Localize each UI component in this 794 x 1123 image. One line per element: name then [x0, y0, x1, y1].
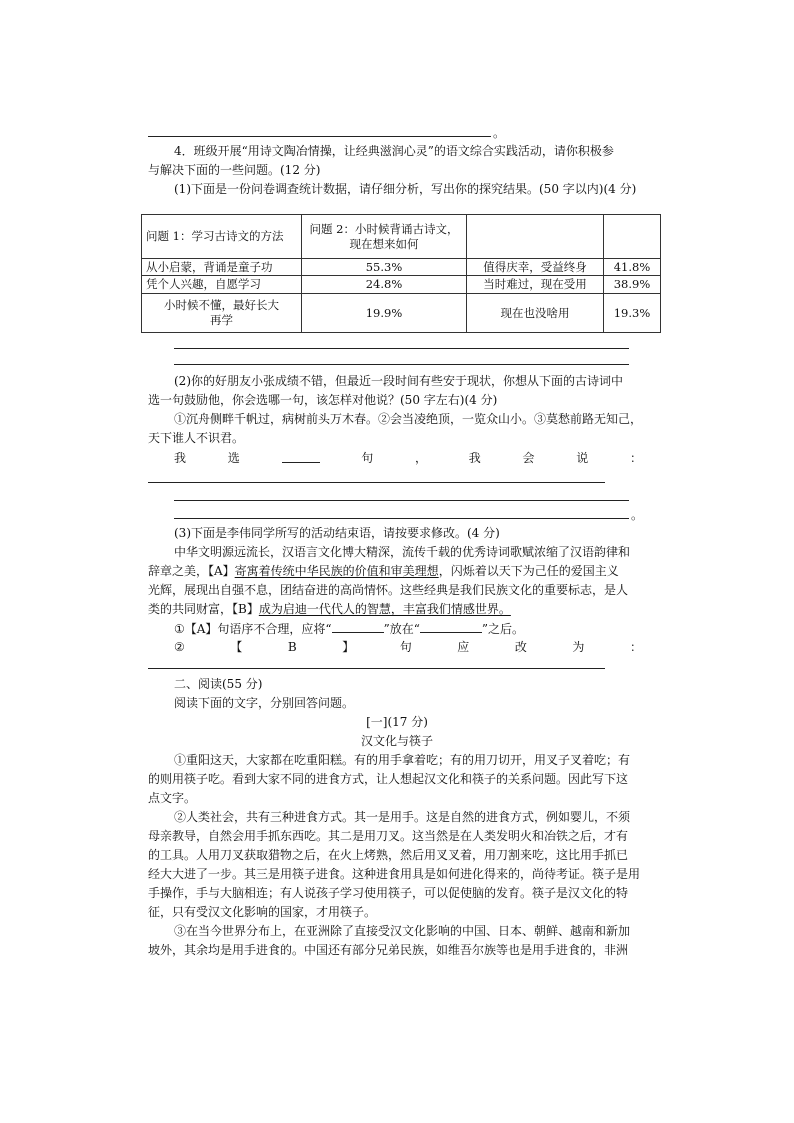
answer-line[interactable]: [174, 348, 629, 349]
percent-cell: 55.3%: [302, 259, 467, 276]
poem-options2: 天下谁人不识君。: [148, 431, 245, 445]
answer-line[interactable]: [174, 500, 629, 501]
method-line1: 小时候不懂，最好长大: [164, 298, 279, 312]
word: 应: [457, 640, 470, 654]
method-line2: 再学: [210, 313, 233, 327]
word: 句: [361, 451, 374, 465]
article-line: 母亲教导，自然会用手抓东西吃。其二是用刀叉。这当然是在人类发明火和冶铁之后，才有: [148, 829, 629, 843]
end-mark: 。: [493, 126, 506, 140]
closing-text-line4: [148, 601, 511, 617]
article-line: 坡外，其余均是用手进食的。中国还有部分兄弟民族，如维吾尔族等也是用手进食的，非洲: [148, 943, 629, 957]
article-line: 点文字。: [148, 791, 197, 805]
word: 选: [227, 451, 240, 465]
text-segment: 辞章之美，【A】: [148, 564, 235, 578]
table-header-row: [142, 215, 661, 259]
closing-text-line2: [148, 563, 619, 579]
table-row: [142, 276, 661, 294]
choice-blank[interactable]: [282, 450, 320, 463]
q4-part1-prompt: (1)下面是一份问卷调查统计数据，请仔细分析，写出你的探究结果。(50 字以内)(4 分): [174, 182, 637, 196]
sentence-b: 成为启迪一代代人的智慧，丰富我们情感世界。: [258, 602, 511, 616]
q4-part2-prompt1: (2)你的好朋友小张成绩不错，但最近一段时间有些安于现状，你想从下面的古诗词中: [174, 374, 624, 388]
word: ②: [174, 640, 185, 654]
word: 】: [342, 640, 355, 654]
word: 改: [514, 640, 527, 654]
section-heading: 二、阅读(55 分): [174, 677, 263, 691]
answer-line[interactable]: [148, 668, 605, 669]
article-line: 手操作，手与大脑相连；有人说孩子学习使用筷子，可以促使脑的发育。筷子是汉文化的特: [148, 886, 629, 900]
sentence-a: 寄寓着传统中华民族的价值和审美理想: [234, 564, 439, 578]
word: 句: [399, 640, 412, 654]
answer-line[interactable]: [148, 482, 605, 483]
choice-sentence: [174, 450, 642, 466]
method-cell: 凭个人兴趣，自愿学习: [142, 276, 302, 294]
word: ：: [629, 640, 642, 654]
text-segment: ”之后。: [481, 622, 524, 636]
opinion-cell: 当时难过，现在受用: [467, 276, 604, 294]
table-row: [142, 294, 661, 333]
word: 【: [230, 640, 243, 654]
word: B: [287, 640, 297, 654]
article-line: 征，只有受汉文化影响的国家，才用筷子。: [148, 905, 377, 919]
method-cell: 从小启蒙，背诵是童子功: [142, 259, 302, 276]
blank-a1[interactable]: [332, 620, 384, 633]
word: ：: [629, 451, 642, 465]
opinion-cell: 值得庆幸，受益终身: [467, 259, 604, 276]
answer-line[interactable]: [174, 364, 629, 365]
header-q2: [302, 215, 467, 259]
percent-cell: 19.9%: [302, 294, 467, 333]
word: 为: [572, 640, 585, 654]
fix-b-line: [174, 639, 642, 655]
text-segment: 类的共同财富，【B】: [148, 602, 259, 616]
percent-cell: 41.8%: [604, 259, 661, 276]
blank-a2[interactable]: [420, 620, 482, 633]
answer-line[interactable]: [148, 136, 491, 137]
header-empty: [604, 215, 661, 259]
article-line: ②人类社会，共有三种进食方式。其一是用手。这是自然的进食方式，例如婴儿，不须: [174, 810, 631, 824]
answer-line[interactable]: [174, 518, 629, 519]
header-q2-line2: 现在想来如何: [349, 236, 419, 251]
header-q1: 问题 1：学习古诗文的方法: [142, 215, 302, 259]
poem-options1: ①沉舟侧畔千帆过，病树前头万木春。②会当凌绝顶，一览众山小。③莫愁前路无知己，: [174, 412, 643, 426]
article-line: ①重阳这天，大家都在吃重阳糕。有的用手拿着吃；有的用刀切开，用叉子叉着吃；有: [174, 753, 631, 767]
header-empty: [467, 215, 604, 259]
article-line: 的工具。人用刀叉获取猎物之后，在火上烤熟，然后用叉叉着，用刀割来吃，这比用手抓已: [148, 848, 629, 862]
article-line: 经大大进了一步。其三是用筷子进食。这种进食用具是如何进化得来的，尚待考证。筷子是用: [148, 867, 641, 881]
q4-part3-prompt: (3)下面是李伟同学所写的活动结束语，请按要求修改。(4 分): [174, 526, 500, 540]
article-line: ③在当今世界分布上，在亚洲除了直接受汉文化影响的中国、日本、朝鲜、越南和新加: [174, 924, 631, 938]
survey-table: [141, 214, 661, 333]
word: ，: [414, 451, 427, 465]
article-title: 汉文化与筷子: [360, 734, 433, 748]
word: 我: [468, 451, 481, 465]
article-line: 的则用筷子吃。看到大家不同的进食方式，让人想起汉文化和筷子的关系问题。因此写下这: [148, 772, 629, 786]
percent-cell: 19.3%: [604, 294, 661, 333]
text-segment: ”放在“: [383, 622, 420, 636]
text-segment: ，闪烁着以天下为己任的爱国主义: [438, 564, 619, 578]
closing-text-line1: 中华文明源远流长，汉语言文化博大精深，流传千载的优秀诗词歌赋浓缩了汉语韵律和: [174, 545, 631, 559]
word: 我: [174, 451, 187, 465]
text-segment: ①【A】句语序不合理，应将“: [174, 622, 332, 636]
reading-instruction: 阅读下面的文字，分别回答问题。: [174, 696, 355, 710]
header-q2-line1: 问题 2：小时候背诵古诗文，: [309, 221, 459, 236]
q4-part2-prompt2: 选一句鼓励他，你会选哪一句，该怎样对他说？(50 字左右)(4 分): [148, 393, 498, 407]
end-mark: 。: [631, 508, 644, 522]
method-cell: [142, 294, 302, 333]
q4-intro-line1: 4．班级开展“用诗文陶冶情操，让经典滋润心灵”的语文综合实践活动，请你积极参: [174, 144, 614, 158]
percent-cell: 38.9%: [604, 276, 661, 294]
opinion-cell: 现在也没啥用: [467, 294, 604, 333]
word: 说: [576, 451, 589, 465]
percent-cell: 24.8%: [302, 276, 467, 294]
fix-a-line: [174, 620, 524, 637]
word: 会: [522, 451, 535, 465]
q4-intro-line2: 与解决下面的一些问题。(12 分): [148, 163, 321, 177]
table-row: [142, 259, 661, 276]
closing-text-line3: 光辉，展现出自强不息，团结奋进的高尚情怀。这些经典是我们民族文化的重要标志，是人: [148, 583, 629, 597]
part-label: [一](17 分): [366, 715, 428, 729]
